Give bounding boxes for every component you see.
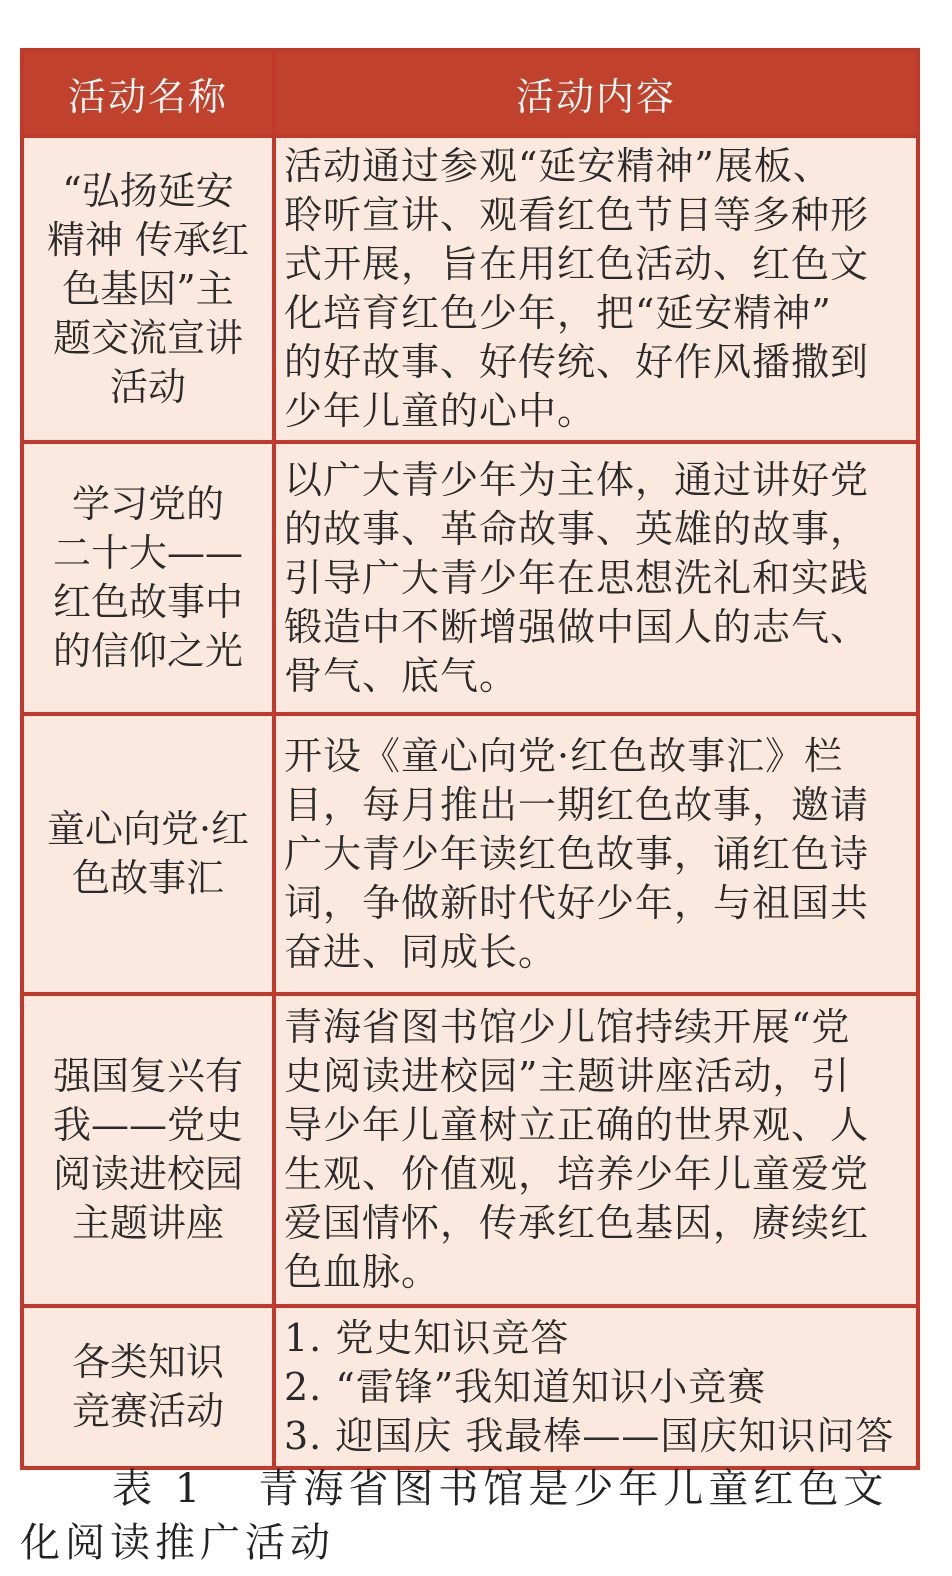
activity-name-cell xyxy=(22,714,274,994)
content-line: 2. “雷锋”我知道知识小竞赛 xyxy=(284,1364,767,1409)
activity-content-cell xyxy=(274,1306,918,1468)
content-line: 青海省图书馆少儿馆持续开展“党 xyxy=(284,1005,851,1049)
name-line: 竞赛活动 xyxy=(71,1389,224,1433)
name-line: 学习党的 xyxy=(71,482,224,526)
name-line: 我——党史 xyxy=(52,1103,243,1147)
content-line: 式开展，旨在用红色活动、红色文 xyxy=(284,242,870,286)
name-line: 的信仰之光 xyxy=(52,629,243,673)
table-row xyxy=(22,714,918,994)
content-line: 聆听宣讲、观看红色节目等多种形 xyxy=(284,193,870,237)
header-activity-content: 活动内容 xyxy=(274,50,918,136)
content-line: 导少年儿童树立正确的世界观、人 xyxy=(284,1103,870,1147)
content-line: 词，争做新时代好少年，与祖国共 xyxy=(284,880,870,925)
content-line: 活动通过参观“延安精神”展板、 xyxy=(284,144,832,188)
content-line: 生观、价值观，培养少年儿童爱党 xyxy=(284,1152,870,1196)
table-caption xyxy=(20,1462,920,1570)
activity-table xyxy=(20,48,920,1470)
content-line: 骨气、底气。 xyxy=(284,653,519,698)
name-line: “弘扬延安 xyxy=(62,168,234,213)
activity-name-cell xyxy=(22,994,274,1306)
table-row xyxy=(22,136,918,442)
caption-line-2: 化阅读推广活动 xyxy=(20,1520,335,1566)
activity-content-cell xyxy=(274,442,918,714)
activity-name-cell xyxy=(22,442,274,714)
activity-content-cell xyxy=(274,136,918,442)
header-activity-name: 活动名称 xyxy=(22,50,274,136)
content-line: 锻造中不断增强做中国人的志气、 xyxy=(284,604,870,649)
activity-content-cell xyxy=(274,714,918,994)
name-line: 色基因”主 xyxy=(62,266,234,311)
caption-label: 表 1 xyxy=(112,1466,206,1512)
content-line: 爱国情怀，传承红色基因，赓续红 xyxy=(284,1201,870,1245)
activity-name-cell xyxy=(22,1306,274,1468)
activity-content-cell xyxy=(274,994,918,1306)
name-line: 精神 传承红 xyxy=(46,217,250,262)
name-line: 色故事汇 xyxy=(71,856,224,900)
name-line: 强国复兴有 xyxy=(52,1054,243,1098)
table-row xyxy=(22,994,918,1306)
name-line: 题交流宣讲 xyxy=(52,315,243,360)
name-line: 阅读进校园 xyxy=(52,1152,243,1196)
content-line: 开设《童心向党·红色故事汇》栏 xyxy=(284,733,844,778)
content-line: 以广大青少年为主体，通过讲好党 xyxy=(284,457,870,502)
name-line: 红色故事中 xyxy=(52,580,243,624)
name-line: 主题讲座 xyxy=(71,1201,224,1245)
content-line: 引导广大青少年在思想洗礼和实践 xyxy=(284,555,870,600)
content-line: 的好故事、好传统、好作风播撒到 xyxy=(284,340,870,384)
content-line: 色血脉。 xyxy=(284,1250,441,1294)
content-line: 广大青少年读红色故事，诵红色诗 xyxy=(284,831,870,876)
name-line: 各类知识 xyxy=(71,1340,224,1384)
content-line: 史阅读进校园”主题讲座活动，引 xyxy=(284,1054,851,1098)
table-row xyxy=(22,1306,918,1468)
activity-table-container xyxy=(20,48,916,1470)
content-line: 目，每月推出一期红色故事，邀请 xyxy=(284,782,870,827)
content-line: 奋进、同成长。 xyxy=(284,929,558,974)
caption-line-1: 青海省图书馆是少年儿童红色文 xyxy=(258,1466,889,1512)
content-line: 3. 迎国庆 我最棒——国庆知识问答 xyxy=(284,1413,895,1458)
content-line: 少年儿童的心中。 xyxy=(284,389,597,433)
content-line: 1. 党史知识竞答 xyxy=(284,1315,570,1360)
table-header-row xyxy=(22,50,918,136)
table-row xyxy=(22,442,918,714)
activity-name-cell xyxy=(22,136,274,442)
content-line: 化培育红色少年，把“延安精神” xyxy=(284,291,832,335)
content-line: 的故事、革命故事、英雄的故事， xyxy=(284,506,870,551)
name-line: 活动 xyxy=(109,364,186,409)
name-line: 童心向党·红 xyxy=(46,807,250,851)
name-line: 二十大—— xyxy=(52,531,243,575)
